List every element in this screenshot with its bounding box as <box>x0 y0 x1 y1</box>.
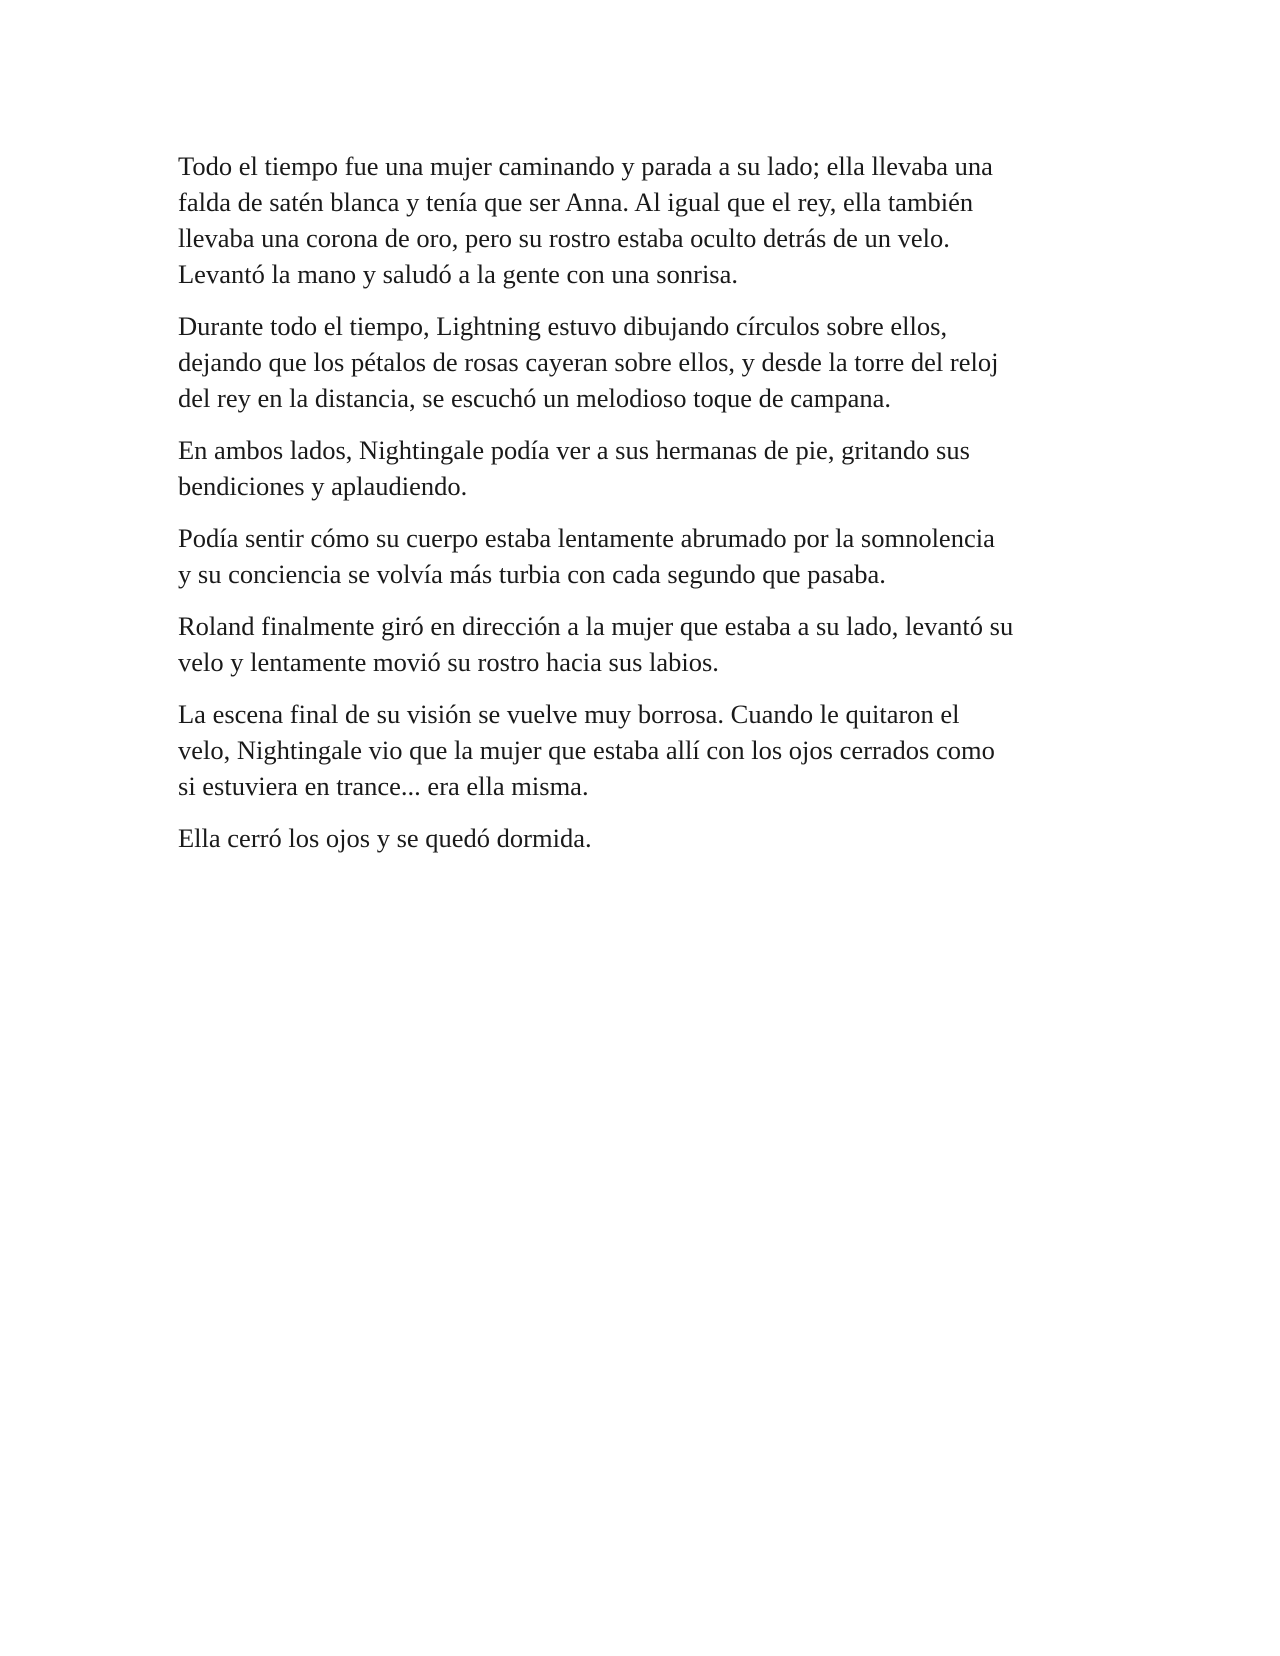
text-line: llevaba una corona de oro, pero su rostro estaba oculto detrás de un velo. <box>178 223 950 253</box>
text-line: Podía sentir cómo su cuerpo estaba lentamente abrumado por la somnolencia <box>178 523 995 553</box>
paragraph-3 <box>178 432 1113 504</box>
paragraph-4 <box>178 520 1113 592</box>
text-line: del rey en la distancia, se escuchó un melodioso toque de campana. <box>178 383 892 413</box>
paragraph-1 <box>178 148 1113 292</box>
text-line: dejando que los pétalos de rosas cayeran sobre ellos, y desde la torre del reloj <box>178 347 999 377</box>
paragraph-5 <box>178 608 1113 680</box>
paragraph-6 <box>178 696 1113 804</box>
text-line: Roland finalmente giró en dirección a la mujer que estaba a su lado, levantó su <box>178 611 1014 641</box>
text-line: Durante todo el tiempo, Lightning estuvo dibujando círculos sobre ellos, <box>178 311 948 341</box>
text-line: falda de satén blanca y tenía que ser Anna. Al igual que el rey, ella también <box>178 187 974 217</box>
text-line: Ella cerró los ojos y se quedó dormida. <box>178 823 592 853</box>
text-line: bendiciones y aplaudiendo. <box>178 471 468 501</box>
text-line: velo, Nightingale vio que la mujer que estaba allí con los ojos cerrados como <box>178 735 995 765</box>
text-line: velo y lentamente movió su rostro hacia sus labios. <box>178 647 719 677</box>
text-line: y su conciencia se volvía más turbia con cada segundo que pasaba. <box>178 559 886 589</box>
text-line: Levantó la mano y saludó a la gente con una sonrisa. <box>178 259 739 289</box>
text-line: Todo el tiempo fue una mujer caminando y parada a su lado; ella llevaba una <box>178 151 993 181</box>
paragraph-2 <box>178 308 1113 416</box>
text-line: La escena final de su visión se vuelve muy borrosa. Cuando le quitaron el <box>178 699 960 729</box>
text-line: En ambos lados, Nightingale podía ver a sus hermanas de pie, gritando sus <box>178 435 970 465</box>
document-body <box>178 148 1113 872</box>
text-line: si estuviera en trance... era ella misma. <box>178 771 589 801</box>
paragraph-7 <box>178 820 1113 856</box>
